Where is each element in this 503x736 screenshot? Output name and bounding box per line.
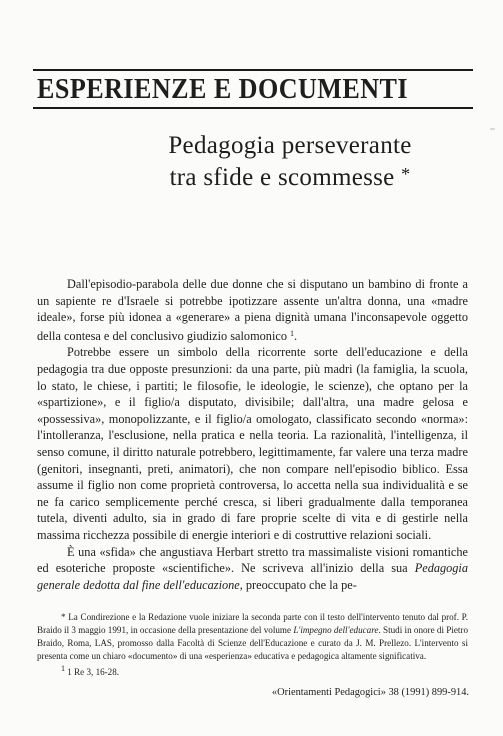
paragraph-text: .: [294, 328, 298, 343]
footnote-text: 1 Re 3, 16-28.: [65, 666, 120, 677]
paragraph-2: [37, 344, 468, 543]
footnote-number: 1: [61, 663, 65, 673]
footnote-text: . Studi in onore di Pietro Braido, Roma, LAS, promosso dalla Facoltà di Scienze dell'Educazione e curato da J. M. Prellezo. L'intervento si presenta come un chiaro «documento» di una «esperienza» educativa e pedagogica altamente significativa.: [37, 624, 468, 661]
footnote-star: [37, 611, 468, 663]
footnote-text: * La Condirezione e la Redazione vuole iniziare la seconda parte con il testo dell'intervento tenuto dal prof. P. Braido il 3 maggio 1991, in occasione della presentazione del volume: [37, 612, 468, 635]
article-body: [37, 276, 468, 593]
journal-citation: «Orientamenti Pedagogici» 38 (1991) 899-914.: [271, 687, 469, 698]
footnote-1: [37, 663, 468, 679]
book-title: Pedagogia generale dedotta dal fine dell'educazione: [37, 561, 468, 592]
article-title-line-2-text: tra sfide e scommesse: [169, 164, 395, 191]
paper-speck: [490, 128, 495, 130]
paragraph-text: Potrebbe essere un simbolo della ricorrente sorte dell'educazione e della pedagogia tra due opposte presunzioni: da una parte, più madri (la famiglia, la scuola, lo stato, le chiese, i partiti; le filosofie, le ideologie, le scienze), che optano per la «spartizione», e il figlio/a disputato, divisibile; dall'altra, una madre gelosa e «possessiva», monopolizzante, e il figlio/a omologato, classificato secondo «norma»: l'intolleranza, l'esclusione, nella pratica e nella teoria. La razionalità, l'intelligenza, il senso comune, il diritto naturale potrebbero, legittimamente, far valere una terza madre (genitori, insegnanti, preti, animatori), che non compare nell'episodio biblico. Essa assume il figlio non come proprietà controversa, lo accetta nella sua individualità e se ne fa carico semplicemente perché cresca, si liberi gradualmente dalla temporanea tutela, diventi adulto, sia in grado di fare proprie scelte di vita e di gestirle nella massima ricchezza possibile di energie interiori e di costruttive relazioni sociali.: [37, 345, 468, 542]
article-title-line-1: Pedagogia perseverante: [168, 132, 412, 159]
article-title: [120, 132, 460, 192]
paragraph-text: Dall'episodio-parabola delle due donne che si disputano un bambino di fronte a un sapiente re d'Israele si potrebbe ipotizzare assente un'altra donna, una «madre ideale», forse più idonea a «generare» a piena dignità umana l'inconsapevole oggetto della contesa e del conclusivo giudizio salomonico: [37, 277, 468, 343]
section-rule-bottom: [33, 107, 473, 109]
title-footnote-marker: *: [401, 164, 411, 184]
paragraph-1: [37, 276, 468, 344]
footnote-reference: 1: [290, 328, 295, 338]
paragraph-text: , preoccupato che la pe-: [239, 577, 357, 592]
paragraph-text: È una «sfida» che angustiava Herbart stretto tra massimaliste visioni romantiche ed esoteriche proposte «scientifiche». Ne scriveva all'inizio della sua: [37, 544, 468, 576]
section-title: ESPERIENZE E DOCUMENTI: [37, 73, 409, 105]
cited-volume-title: L'impegno dell'educare: [293, 624, 379, 635]
article-title-line-2: [120, 160, 460, 192]
paragraph-3: [37, 544, 468, 594]
footnotes: [37, 611, 468, 679]
